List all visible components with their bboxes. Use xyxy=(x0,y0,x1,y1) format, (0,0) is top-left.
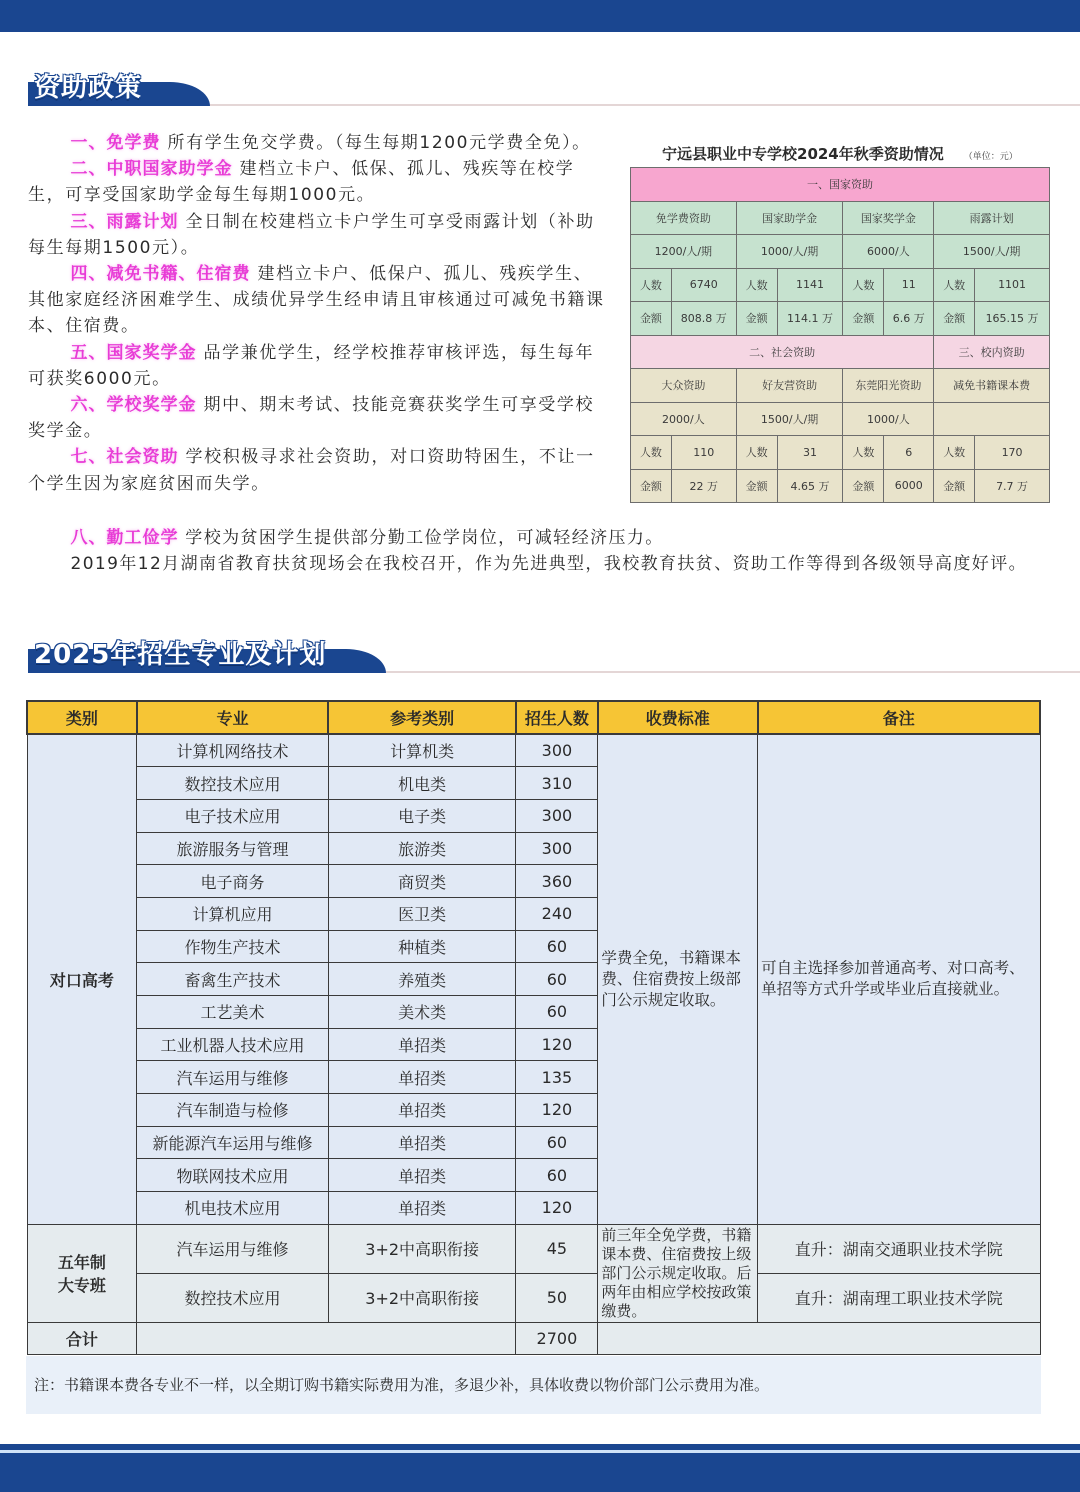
table-row: 作物生产技术 种植类 60 xyxy=(27,930,1040,963)
national-program-counts: 人数 6740 人数 1141 人数 11 人数 1101 xyxy=(631,268,1050,302)
column-header: 专业 xyxy=(137,701,329,734)
aid-summary-table xyxy=(630,167,1050,503)
section-divider xyxy=(208,104,1080,106)
table-row: 工业机器人技术应用 单招类 120 xyxy=(27,1028,1040,1061)
table-header-row xyxy=(27,701,1040,734)
national-program-amounts: 金额 808.8 万 金额 114.1 万 金额 6.6 万 金额 165.15 万 xyxy=(631,302,1050,336)
top-banner-bar xyxy=(0,0,1080,32)
policy-label: 七、社会资助 xyxy=(70,447,179,468)
policy-item: 四、减免书籍、住宿费 建档立卡户、低保户、孤儿、残疾学生、其他家庭经济困难学生、成绩优异学生经申请且审核通过可减免书籍课本、住宿费。 xyxy=(28,264,605,337)
table-row: 数控技术应用 3+2中高职衔接 50 直升：湖南理工职业技术学院 xyxy=(27,1273,1040,1322)
social-aid-header: 二、社会资助 xyxy=(631,335,934,369)
table-row: 对口高考 计算机网络技术 计算机类 300 学费全免，书籍课本费、住宿费按上级部门公示规定收取。 可自主选择参加普通高考、对口高考、单招等方式升学或毕业后直接就业。 xyxy=(27,734,1040,767)
social-program-names: 大众资助 好友营资助 东莞阳光资助 减免书籍课本费 xyxy=(631,369,1050,403)
policy-label: 一、免学费 xyxy=(70,133,161,153)
national-aid-header: 一、国家资助 xyxy=(631,168,1050,202)
policy-label: 五、国家奖学金 xyxy=(70,342,197,363)
table-row: 电子商务 商贸类 360 xyxy=(27,865,1040,898)
policy-label: 四、减免书籍、住宿费 xyxy=(70,264,251,285)
aid-policy-list-full-width xyxy=(28,525,1058,577)
policy-item: 一、免学费 所有学生免交学费。（每生每期1200元学费全免）。 xyxy=(70,133,591,153)
category-cell: 对口高考 xyxy=(27,734,137,1224)
remarks-cell: 直升：湖南理工职业技术学院 xyxy=(758,1273,1040,1322)
table-row: 汽车运用与维修 单招类 135 xyxy=(27,1061,1040,1094)
national-program-names: 免学费资助 国家助学金 国家奖学金 雨露计划 xyxy=(631,201,1050,235)
section-header-enrollment-plan xyxy=(28,637,1080,673)
table-row: 汽车制造与检修 单招类 120 xyxy=(27,1094,1040,1127)
remarks-cell: 直升：湖南交通职业技术学院 xyxy=(758,1224,1040,1273)
table-row: 畜禽生产技术 养殖类 60 xyxy=(27,963,1040,996)
policy-item: 二、中职国家助学金 建档立卡户、低保、孤儿、残疾等在校学生，可享受国家助学金每生每期1000元。 xyxy=(28,159,575,206)
table-row: 物联网技术应用 单招类 60 xyxy=(27,1159,1040,1192)
policy-item: 三、雨露计划 全日制在校建档立卡户学生可享受雨露计划（补助每生每期1500元）。 xyxy=(28,211,595,258)
policy-item: 六、学校奖学金 期中、期末考试、技能竞赛获奖学生可享受学校奖学金。 xyxy=(28,395,595,442)
section-title: 2025年招生专业及计划 xyxy=(34,640,327,670)
policy-item: 八、勤工俭学 学校为贫困学生提供部分勤工俭学岗位，可减轻经济压力。 xyxy=(70,528,664,548)
column-header: 类别 xyxy=(27,701,137,734)
table-row: 五年制 大专班 汽车运用与维修 3+2中高职衔接 45 前三年全免学费，书籍课本费、住宿费按上级部门公示规定收取。后两年由相应学校按政策缴费。 直升：湖南交通职业技术学院 xyxy=(27,1224,1040,1273)
social-program-amounts: 金额 22 万 金额 4.65 万 金额 6000 金额 7.7 万 xyxy=(631,469,1050,503)
table-row: 数控技术应用 机电类 310 xyxy=(27,767,1040,800)
policy-item: 五、国家奖学金 品学兼优学生，经学校推荐审核评选，每生每年可获奖6000元。 xyxy=(28,342,595,389)
section-divider xyxy=(378,671,1080,673)
national-program-standards: 1200/人/期 1000/人/期 6000/人 1500/人/期 xyxy=(631,235,1050,269)
column-header: 参考类别 xyxy=(328,701,516,734)
aid-table-title: 宁远县职业中专学校2024年秋季资助情况 （单位：元） xyxy=(662,145,1018,163)
table-row: 新能源汽车运用与维修 单招类 60 xyxy=(27,1126,1040,1159)
table-row: 机电技术应用 单招类 120 xyxy=(27,1192,1040,1225)
enrollment-plan-table xyxy=(26,700,1041,1355)
section-title: 资助政策 xyxy=(34,73,143,103)
social-program-counts: 人数 110 人数 31 人数 6 人数 170 xyxy=(631,436,1050,470)
category-cell: 五年制 大专班 xyxy=(27,1224,137,1322)
bottom-banner-bar xyxy=(0,1453,1080,1492)
social-program-standards: 2000/人 1500/人/期 1000/人 xyxy=(631,402,1050,436)
aid-table-unit: （单位：元） xyxy=(963,152,1018,162)
remarks-cell: 可自主选择参加普通高考、对口高考、单招等方式升学或毕业后直接就业。 xyxy=(758,734,1040,1224)
policy-label: 八、勤工俭学 xyxy=(70,528,179,548)
policy-label: 六、学校奖学金 xyxy=(70,395,197,416)
column-header: 招生人数 xyxy=(516,701,598,734)
aid-policy-list xyxy=(28,130,608,497)
footnote: 注：书籍课本费各专业不一样，以全期订购书籍实际费用为准，多退少补，具体收费以物价部门公示费用为准。 xyxy=(26,1356,1041,1414)
policy-item: 七、社会资助 学校积极寻求社会资助，对口资助特困生，不让一个学生因为家庭贫困而失学。 xyxy=(28,447,595,494)
total-label: 合计 xyxy=(27,1322,137,1354)
column-header: 收费标准 xyxy=(598,701,758,734)
total-row xyxy=(27,1322,1040,1354)
fee-standard-cell: 学费全免，书籍课本费、住宿费按上级部门公示规定收取。 xyxy=(598,734,758,1224)
table-row: 计算机应用 医卫类 240 xyxy=(27,897,1040,930)
total-value: 2700 xyxy=(516,1322,598,1354)
table-row: 旅游服务与管理 旅游类 300 xyxy=(27,832,1040,865)
column-header: 备注 xyxy=(758,701,1040,734)
table-row: 工艺美术 美术类 60 xyxy=(27,996,1040,1029)
policy-label: 三、雨露计划 xyxy=(70,211,179,232)
school-aid-header: 三、校内资助 xyxy=(934,335,1050,369)
policy-closing: 2019年12月湖南省教育扶贫现场会在我校召开，作为先进典型，我校教育扶贫、资助工作等得到各级领导高度好评。 xyxy=(70,554,1027,575)
policy-label: 二、中职国家助学金 xyxy=(70,159,233,180)
section-header-aid-policy xyxy=(28,70,1080,106)
table-row: 电子技术应用 电子类 300 xyxy=(27,799,1040,832)
fee-standard-cell: 前三年全免学费，书籍课本费、住宿费按上级部门公示规定收取。后两年由相应学校按政策缴费。 xyxy=(598,1224,758,1322)
